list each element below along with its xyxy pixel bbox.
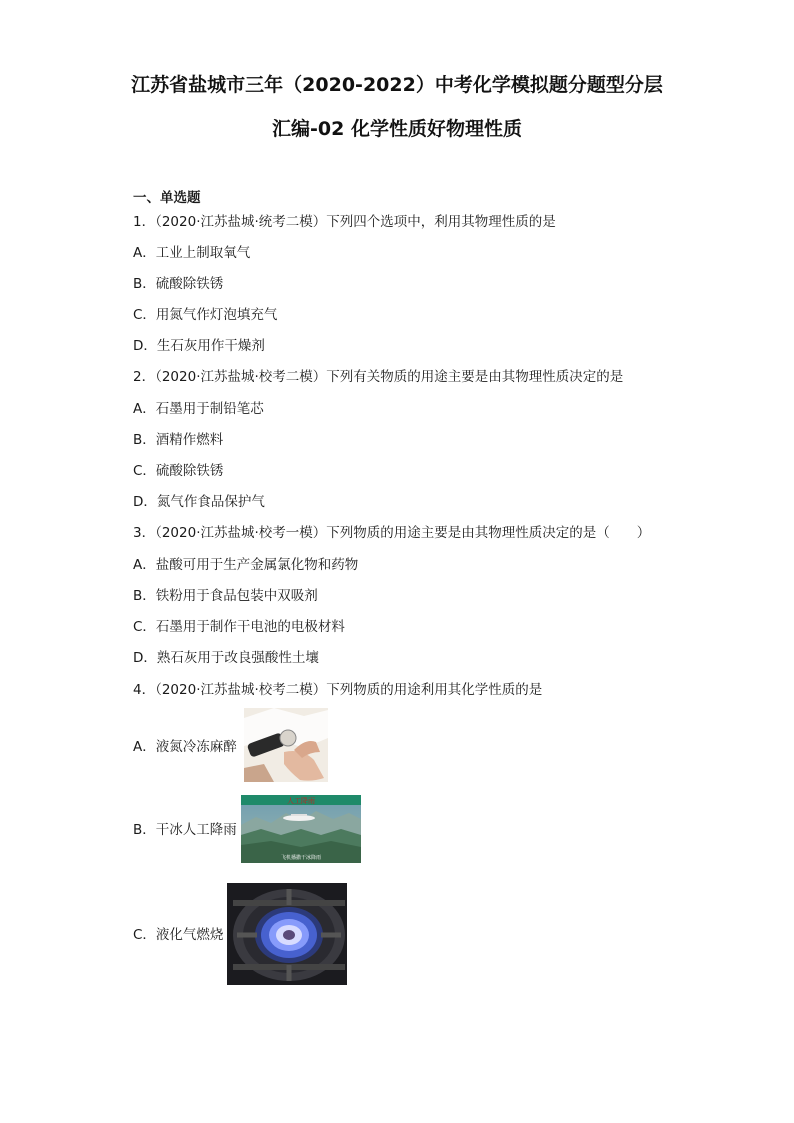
option-line: D．氮气作食品保护气 (133, 494, 265, 510)
option-line: C．石墨用于制作干电池的电极材料 (133, 619, 345, 635)
artificial-rain-image (241, 795, 361, 863)
option-line: A．盐酸可用于生产金属氯化物和药物 (133, 557, 359, 573)
option-line: C．用氮气作灯泡填充气 (133, 307, 278, 323)
document-title-line1: 江苏省盐城市三年（2020-2022）中考化学模拟题分题型分层 (131, 74, 663, 96)
option-line: A．工业上制取氧气 (133, 245, 251, 261)
rain-image-caption: 人工降雨 (287, 797, 315, 805)
gas-burner-image (227, 883, 347, 985)
question-line: 4．（2020·江苏盐城·校考二模）下列物质的用途利用其化学性质的是 (133, 682, 543, 698)
section-heading: 一、单选题 (133, 190, 201, 206)
question-line: 1．（2020·江苏盐城·统考二模）下列四个选项中，利用其物理性质的是 (133, 214, 556, 230)
option-line: B．铁粉用于食品包装中双吸剂 (133, 588, 318, 604)
option-line: D．生石灰用作干燥剂 (133, 338, 265, 354)
question-line: 2．（2020·江苏盐城·校考二模）下列有关物质的用途主要是由其物理性质决定的是 (133, 369, 624, 385)
rain-image-subcaption: 飞机播撒干冰降雨 (280, 855, 322, 861)
option-line: D．熟石灰用于改良强酸性土壤 (133, 650, 319, 666)
question-line: 3．（2020·江苏盐城·校考一模）下列物质的用途主要是由其物理性质决定的是（ ） (133, 525, 651, 541)
option-line: C．硫酸除铁锈 (133, 463, 224, 479)
document-title-line2: 汇编-02 化学性质好物理性质 (272, 118, 522, 140)
q4-option-b: B．干冰人工降雨 (133, 822, 237, 838)
option-line: B．酒精作燃料 (133, 432, 224, 448)
option-line: B．硫酸除铁锈 (133, 276, 224, 292)
liquid-nitrogen-image (244, 708, 328, 782)
q4-option-c: C．液化气燃烧 (133, 927, 224, 943)
q4-option-a: A．液氮冷冻麻醉 (133, 739, 237, 755)
option-line: A．石墨用于制铅笔芯 (133, 401, 264, 417)
